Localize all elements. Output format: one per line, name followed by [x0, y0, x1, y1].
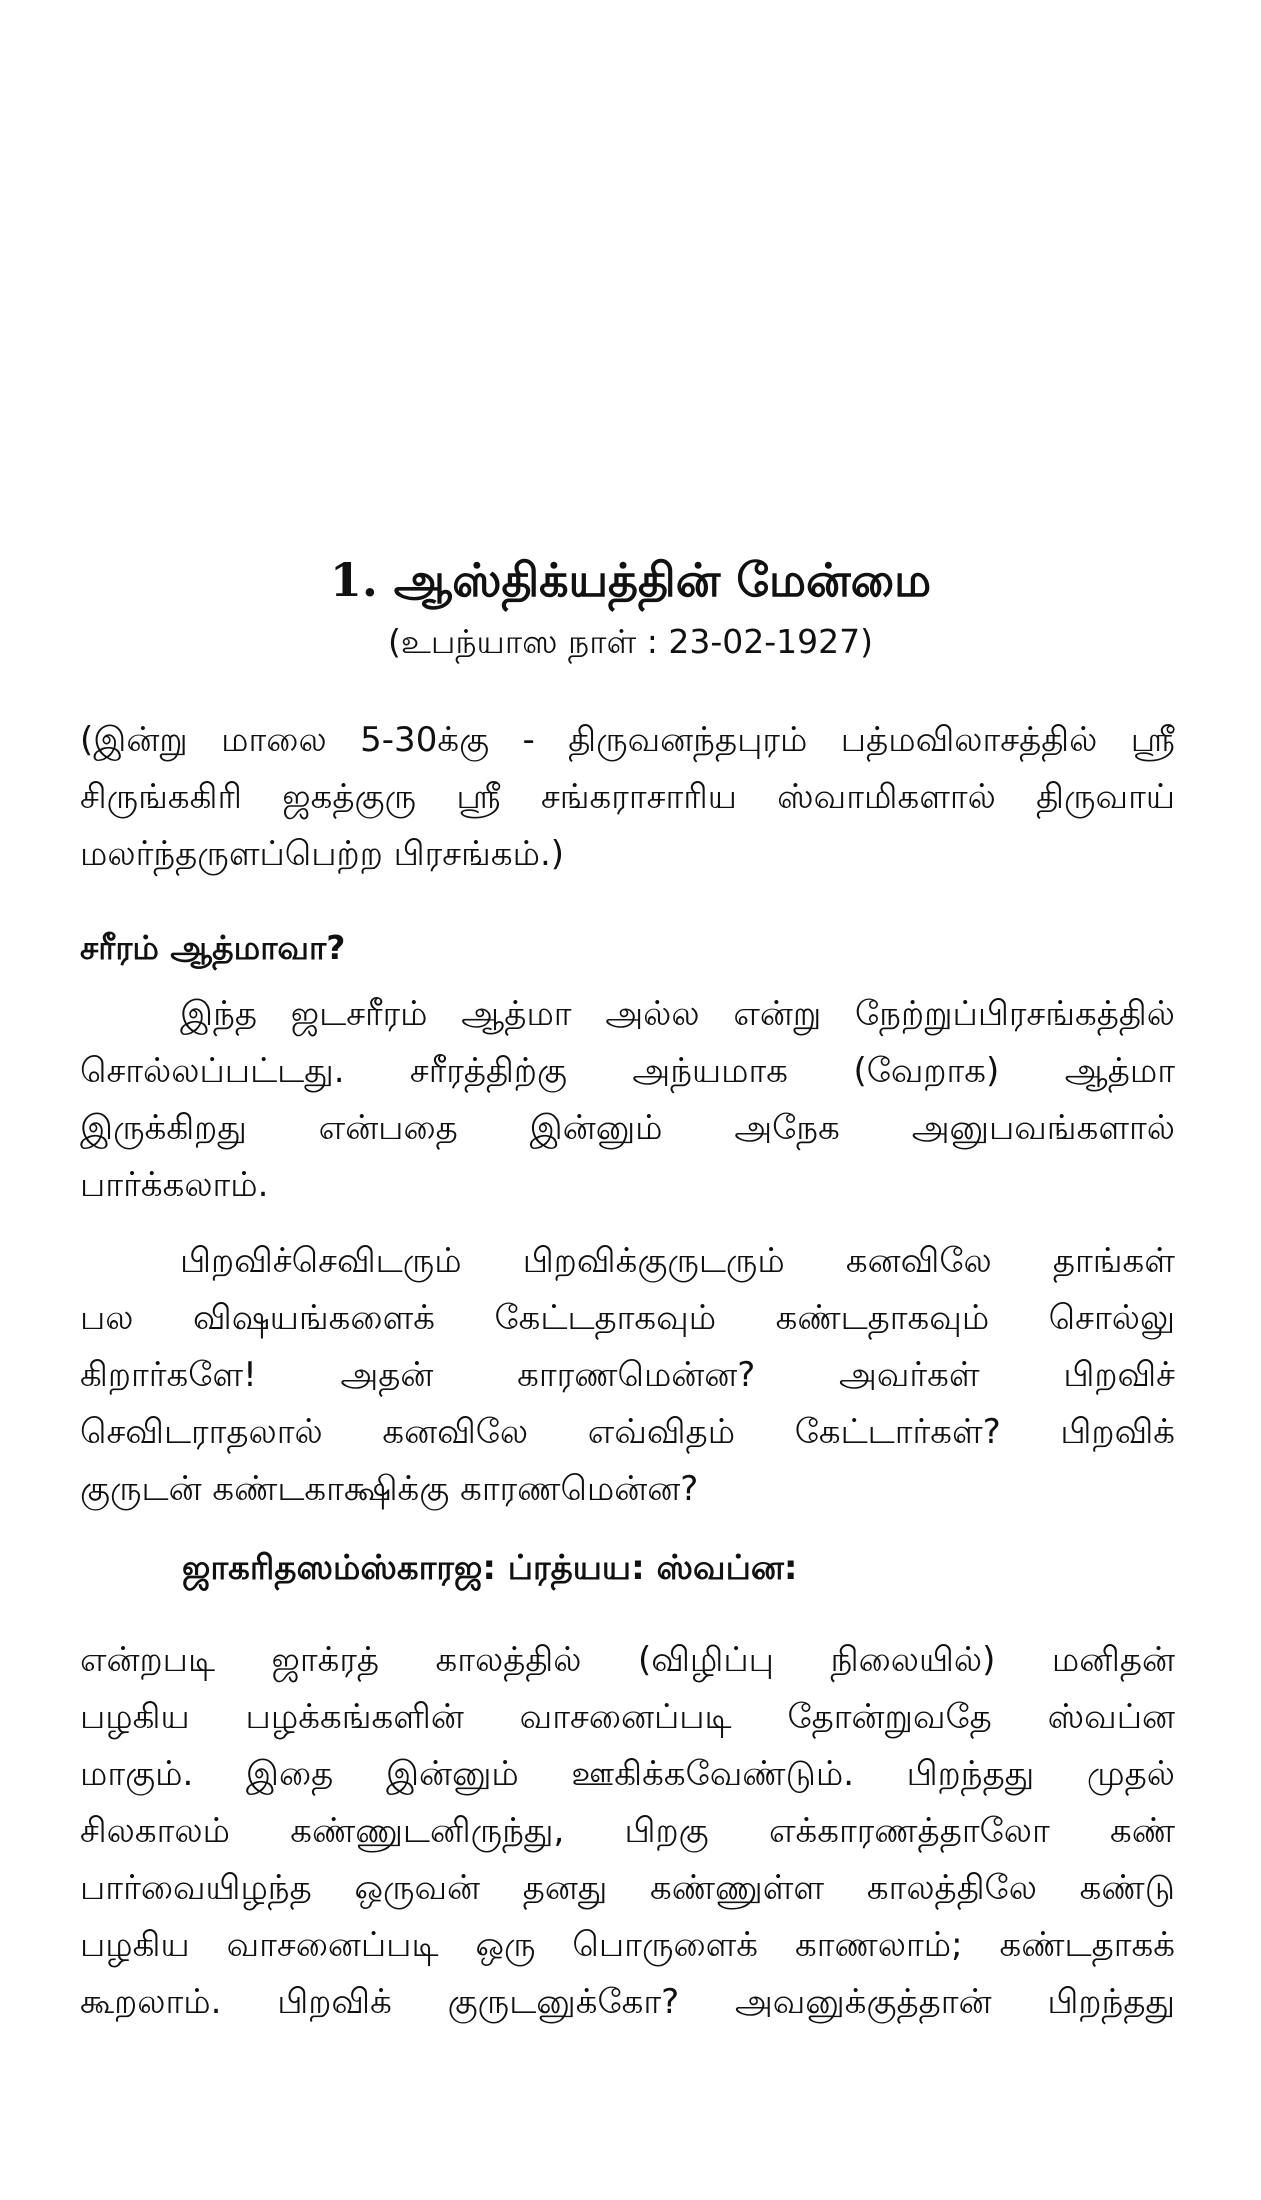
- lecture-date: (உபந்யாஸ நாள் : 23-02-1927): [388, 622, 873, 661]
- chapter-title: 1. ஆஸ்திக்யத்தின் மேன்மை: [329, 553, 932, 607]
- paragraph-line: பல விஷயங்களைக் கேட்டதாகவும் கண்டதாகவும் சொல்லு: [80, 1298, 1175, 1338]
- section-heading: சரீரம் ஆத்மாவா?: [80, 928, 346, 967]
- paragraph-1: [80, 986, 1175, 1214]
- paragraph-line: பழகிய வாசனைப்படி ஒரு பொருளைக் காணலாம்; கண்டதாகக்: [80, 1925, 1175, 1965]
- intro-line: (இன்று மாலை 5-30க்கு - திருவனந்தபுரம் பத்மவிலாசத்தில் ஸ்ரீ: [80, 720, 1175, 760]
- intro-line: சிருங்ககிரி ஜகத்குரு ஸ்ரீ சங்கராசாரிய ஸ்வாமிகளால் திருவாய்: [80, 777, 1175, 817]
- paragraph-2: [80, 1233, 1175, 1518]
- sanskrit-verse: ஜாகரிதஸம்ஸ்காரஜ: ப்ரத்யய: ஸ்வப்ன:: [182, 1548, 798, 1588]
- paragraph-line: பார்வையிழந்த ஒருவன் தனது கண்ணுள்ள காலத்திலே கண்டு: [80, 1868, 1175, 1908]
- paragraph-line: இருக்கிறது என்பதை இன்னும் அநேக அனுபவங்களால்: [80, 1108, 1175, 1148]
- paragraph-line: பழகிய பழக்கங்களின் வாசனைப்படி தோன்றுவதே ஸ்வப்ன: [80, 1697, 1175, 1737]
- intro-line: மலர்ந்தருளப்பெற்ற பிரசங்கம்.): [80, 834, 565, 874]
- paragraph-line: கிறார்களே! அதன் காரணமென்ன? அவர்கள் பிறவிச்: [80, 1355, 1175, 1395]
- paragraph-line: இந்த ஜடசரீரம் ஆத்மா அல்ல என்று நேற்றுப்பிரசங்கத்தில்: [180, 994, 1175, 1034]
- paragraph-line: என்றபடி ஜாக்ரத் காலத்தில் (விழிப்பு நிலையில்) மனிதன்: [80, 1640, 1175, 1680]
- paragraph-line: பார்க்கலாம்.: [80, 1165, 269, 1205]
- paragraph-line: செவிடராதலால் கனவிலே எவ்விதம் கேட்டார்கள்? பிறவிக்: [80, 1412, 1175, 1452]
- paragraph-line: பிறவிச்செவிடரும் பிறவிக்குருடரும் கனவிலே தாங்கள்: [180, 1241, 1175, 1281]
- paragraph-line: சொல்லப்பட்டது. சரீரத்திற்கு அந்யமாக (வேறாக) ஆத்மா: [80, 1051, 1175, 1091]
- paragraph-line: மாகும். இதை இன்னும் ஊகிக்கவேண்டும். பிறந்தது முதல்: [80, 1754, 1175, 1794]
- paragraph-line: குருடன் கண்டகாக்ஷிக்கு காரணமென்ன?: [80, 1469, 699, 1509]
- paragraph-line: கூறலாம். பிறவிக் குருடனுக்கோ? அவனுக்குத்தான் பிறந்தது: [80, 1982, 1175, 2022]
- intro-paragraph: [80, 712, 1175, 883]
- paragraph-3: [80, 1632, 1175, 2031]
- paragraph-line: சிலகாலம் கண்ணுடனிருந்து, பிறகு எக்காரணத்தாலோ கண்: [80, 1811, 1175, 1851]
